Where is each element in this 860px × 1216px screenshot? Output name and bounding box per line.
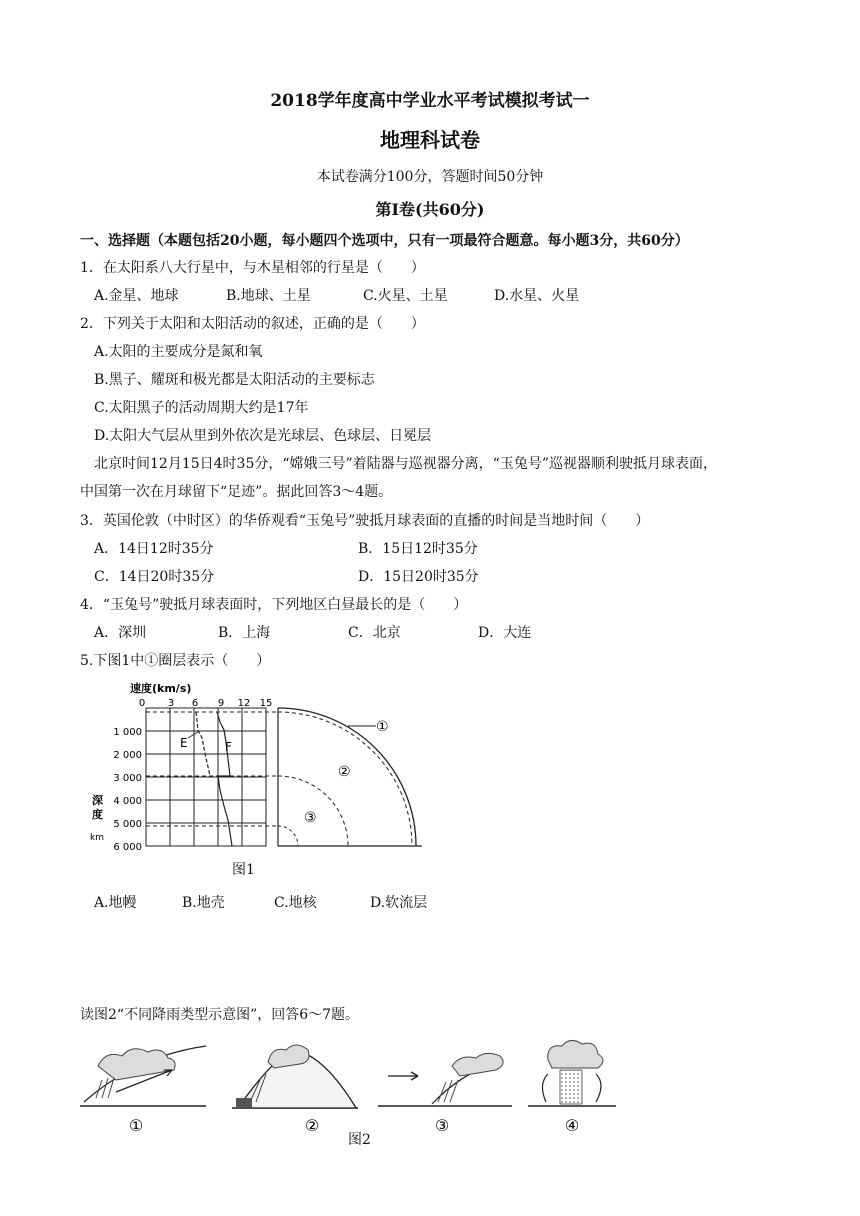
passage-line-1: 北京时间12月15日4时35分，“嫦娥三号”着陆器与巡视器分离，“玉兔号”巡视器顺利驶抵月球表面，: [94, 456, 717, 472]
figure-1-earth-layers: [84, 680, 444, 860]
panel-orographic-rain: [232, 1045, 358, 1135]
figure-2-caption: 图2: [348, 1132, 371, 1148]
depth-tick-2000: 2 000: [113, 750, 142, 761]
question-5-option-c: C.地核: [274, 895, 317, 911]
speed-tick-12: 12: [237, 698, 251, 709]
layer-label-3: ③: [304, 810, 317, 826]
question-4-option-d: D．大连: [478, 625, 532, 641]
figure-1-caption: 图1: [232, 862, 255, 878]
speed-axis-label: 速度(km/s): [130, 682, 192, 695]
figure-2-label-1: ①: [128, 1116, 144, 1135]
question-2-stem: 2．下列关于太阳和太阳活动的叙述，正确的是（ ）: [80, 316, 425, 332]
inner-core-arc: [278, 826, 298, 846]
figure-2-label-2: ②: [304, 1116, 320, 1135]
question-1-stem: 1．在太阳系八大行星中，与木星相邻的行星是（ ）: [80, 260, 425, 276]
figure-2-label-3: ③: [434, 1116, 450, 1135]
exam-info: 本试卷满分100分，答题时间50分钟: [316, 169, 544, 185]
figure-2-rainfall-types: [76, 1036, 636, 1136]
question-4-option-a: A．深圳: [94, 625, 147, 641]
question-3-option-c: C．14日20时35分: [94, 569, 215, 585]
question-3-stem: 3．英国伦敦（中时区）的华侨观看“玉兔号”驶抵月球表面的直播的时间是当地时间（ ）: [80, 513, 650, 529]
question-1-option-a: A.金星、地球: [94, 288, 179, 304]
panel-convective-rain: [528, 1040, 616, 1135]
depth-axis-label-1: 深: [92, 794, 103, 807]
passage-2: 读图2“不同降雨类型示意图”，回答6～7题。: [80, 1007, 360, 1023]
depth-axis-label-2: 度: [92, 808, 103, 821]
question-5-option-d: D.软流层: [370, 895, 428, 911]
question-4-stem: 4．“玉兔号”驶抵月球表面时，下列地区白昼最长的是（ ）: [80, 597, 468, 613]
layer-label-2: ②: [338, 764, 351, 780]
depth-tick-6000: 6 000: [113, 842, 142, 853]
depth-tick-1000: 1 000: [113, 727, 142, 738]
speed-tick-0: 0: [138, 698, 146, 709]
question-4-option-b: B．上海: [218, 625, 271, 641]
figure-2-label-4: ④: [564, 1116, 580, 1135]
layer-label-1: ①: [376, 719, 389, 735]
depth-tick-3000: 3 000: [113, 773, 142, 784]
depth-axis-label-3: km: [90, 833, 104, 843]
depth-tick-4000: 4 000: [113, 796, 142, 807]
question-5-stem: 5.下图1中①圈层表示（ ）: [80, 653, 271, 669]
velocity-grid: [146, 708, 266, 846]
speed-tick-3: 3: [167, 698, 175, 709]
curve-label-f: F: [225, 740, 232, 754]
part-heading: 第Ⅰ卷(共60分): [375, 200, 485, 219]
question-3-option-b: B．15日12时35分: [358, 541, 478, 557]
question-3-option-a: A．14日12时35分: [94, 541, 214, 557]
exam-title: 2018学年度高中学业水平考试模拟考试一: [270, 91, 590, 111]
panel-frontal-rain: [80, 1046, 206, 1135]
curve-e: [196, 712, 210, 776]
question-2-option-b: B.黑子、耀斑和极光都是太阳活动的主要标志: [94, 372, 375, 388]
question-5-option-b: B.地壳: [182, 895, 225, 911]
question-2-option-d: D.太阳大气层从里到外依次是光球层、色球层、日冕层: [94, 428, 432, 444]
depth-tick-5000: 5 000: [113, 819, 142, 830]
speed-tick-15: 15: [259, 698, 273, 709]
curve-label-e: E: [180, 736, 188, 750]
question-5-option-a: A.地幔: [94, 895, 137, 911]
question-1-option-d: D.水星、火星: [494, 288, 580, 304]
question-1-option-b: B.地球、土星: [226, 288, 311, 304]
passage-line-2: 中国第一次在月球留下“足迹”。据此回答3～4题。: [80, 484, 393, 500]
question-1-option-c: C.火星、土星: [363, 288, 448, 304]
panel-frontal-rain-2: [378, 1053, 512, 1135]
speed-tick-6: 6: [191, 698, 199, 709]
question-2-option-a: A.太阳的主要成分是氮和氧: [94, 344, 263, 360]
question-2-option-c: C.太阳黑子的活动周期大约是17年: [94, 400, 309, 416]
section-heading: 一、选择题（本题包括20小题，每小题四个选项中，只有一项最符合题意。每小题3分，共60分）: [80, 233, 689, 249]
subject-title: 地理科试卷: [380, 128, 480, 152]
speed-tick-9: 9: [217, 698, 225, 709]
question-3-option-d: D．15日20时35分: [358, 569, 479, 585]
question-4-option-c: C．北京: [348, 625, 401, 641]
